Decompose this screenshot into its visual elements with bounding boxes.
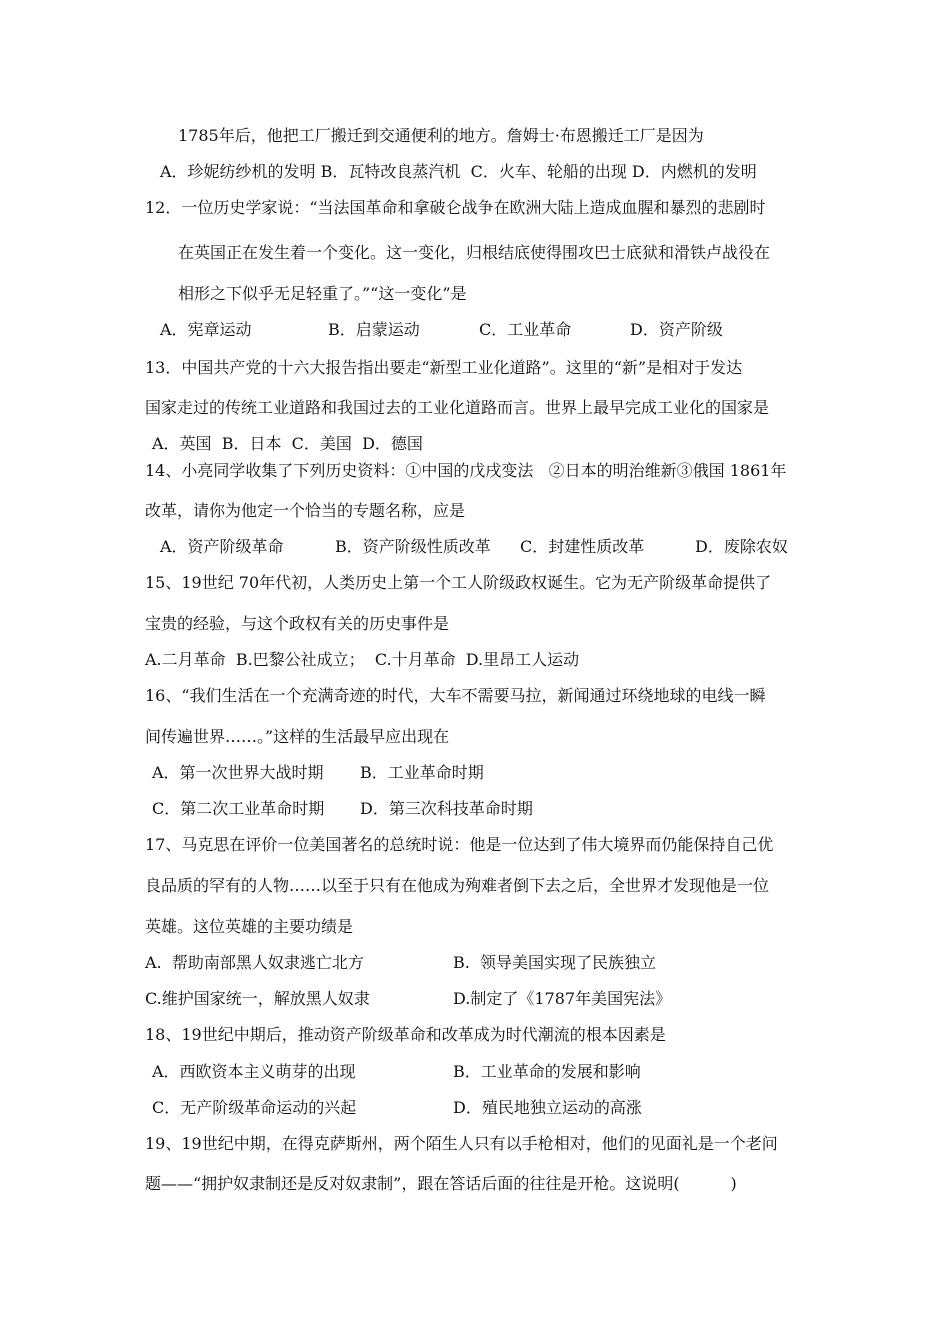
q17-option-d: D.制定了《1787年美国宪法》 [453,989,672,1008]
q15-stem-line1: 15、19世纪 70年代初，人类历史上第一个工人阶级政权诞生。它为无产阶级革命提供了 [145,573,772,592]
q13-stem-line2: 国家走过的传统工业道路和我国过去的工业化道路而言。世界上最早完成工业化的国家是 [145,398,770,417]
q19-stem-line1: 19、19世纪中期，在得克萨斯州，两个陌生人只有以手枪相对，他们的见面礼是一个老问 [145,1134,778,1153]
q18-stem: 18、19世纪中期后，推动资产阶级革命和改革成为时代潮流的根本因素是 [145,1025,666,1044]
q11-stem-tail: 1785年后，他把工厂搬迁到交通便利的地方。詹姆士·布恩搬迁工厂是因为 [178,126,704,145]
q11-options: A．珍妮纺纱机的发明 B．瓦特改良蒸汽机 C．火车、轮船的出现 D．内燃机的发明 [160,162,757,181]
q17-option-a: A. 帮助南部黑人奴隶逃亡北方 [145,953,364,972]
q16-stem-line2: 间传遍世界……。”这样的生活最早应出现在 [145,727,450,746]
q16-option-b: B．工业革命时期 [360,763,484,782]
q14-stem-line1: 14、小亮同学收集了下列历史资料：①中国的戊戌变法 ②日本的明治维新③俄国 1861年 [145,461,787,480]
q12-stem-line2: 在英国正在发生着一个变化。这一变化，归根结底使得围攻巴士底狱和滑铁卢战役在 [178,243,771,262]
q15-stem-line2: 宝贵的经验，与这个政权有关的历史事件是 [145,614,450,633]
q14-stem-line2: 改革，请你为他定一个恰当的专题名称，应是 [145,501,466,520]
q17-option-b: B. 领导美国实现了民族独立 [453,953,657,972]
q12-option-b: B．启蒙运动 [328,320,420,339]
q18-option-a: A．西欧资本主义萌芽的出现 [152,1062,356,1081]
q18-option-d: D．殖民地独立运动的高涨 [453,1098,642,1117]
q12-stem-line1: 12．一位历史学家说：“当法国革命和拿破仑战争在欧洲大陆上造成血腥和暴烈的悲剧时 [145,198,766,217]
q15-options: A.二月革命 B.巴黎公社成立； C.十月革命 D.里昂工人运动 [145,650,580,669]
q12-stem-line3: 相形之下似乎无足轻重了。”“这一变化”是 [178,284,467,303]
q14-option-b: B．资产阶级性质改革 [335,537,491,556]
q12-option-a: A．宪章运动 [160,320,252,339]
q16-stem-line1: 16、“我们生活在一个充满奇迹的时代，大车不需要马拉，新闻通过环绕地球的电线一瞬 [145,686,766,705]
q18-option-b: B．工业革命的发展和影响 [453,1062,641,1081]
q17-stem-line2: 良品质的罕有的人物……以至于只有在他成为殉难者倒下去之后，全世界才发现他是一位 [145,876,770,895]
q14-option-c: C．封建性质改革 [520,537,645,556]
q13-options: A．英国 B．日本 C．美国 D．德国 [152,434,423,453]
q12-option-c: C．工业革命 [479,320,572,339]
q16-option-c: C．第二次工业革命时期 [152,799,325,818]
q18-option-c: C．无产阶级革命运动的兴起 [152,1098,357,1117]
q14-option-d: D．废除农奴 [695,537,788,556]
q17-stem-line1: 17、马克思在评价一位美国著名的总统时说：他是一位达到了伟大境界而仍能保持自己优 [145,835,774,854]
q19-stem-line2: 题——“拥护奴隶制还是反对奴隶制”，跟在答话后面的往往是开枪。这说明( ) [145,1174,737,1193]
q12-option-d: D．资产阶级 [630,320,723,339]
q14-option-a: A．资产阶级革命 [160,537,284,556]
q17-option-c: C.维护国家统一，解放黑人奴隶 [145,989,370,1008]
q16-option-d: D．第三次科技革命时期 [360,799,533,818]
q17-stem-line3: 英雄。这位英雄的主要功绩是 [145,917,354,936]
q13-stem-line1: 13．中国共产党的十六大报告指出要走“新型工业化道路”。这里的“新”是相对于发达 [145,358,743,377]
q16-option-a: A．第一次世界大战时期 [152,763,324,782]
